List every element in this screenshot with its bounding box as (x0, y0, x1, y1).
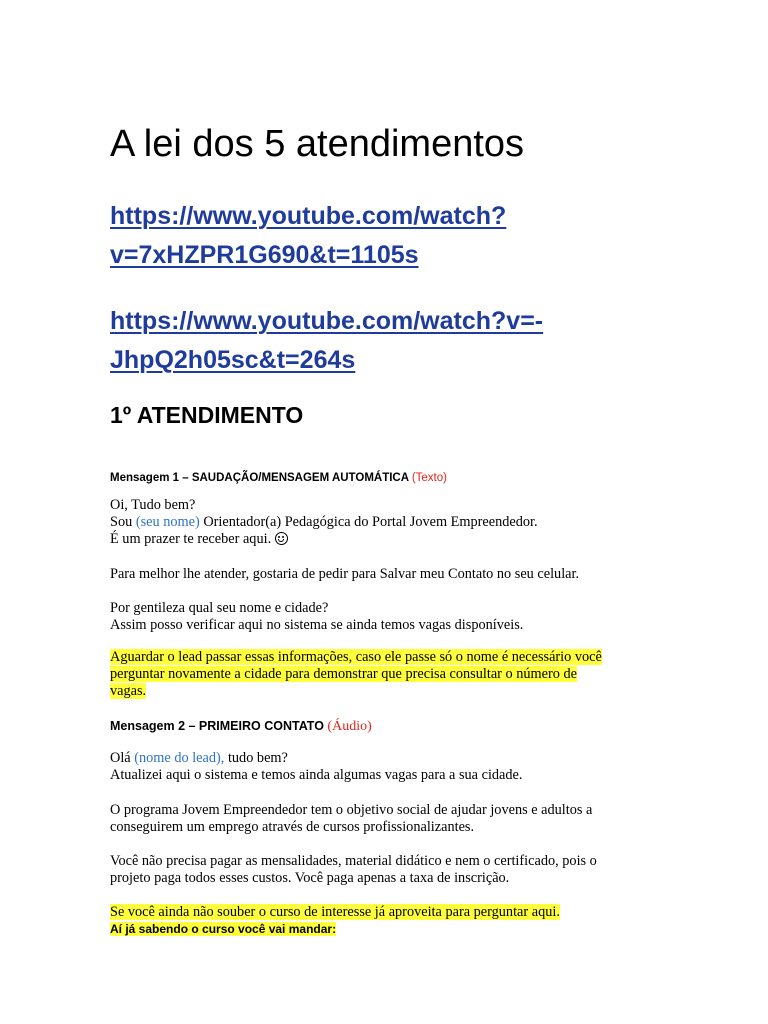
program-line-2: conseguirem um emprego através de cursos profissionalizantes. (110, 819, 475, 835)
intro-prefix: Sou (110, 514, 133, 530)
message-2-title: Mensagem 2 – PRIMEIRO CONTATO (110, 719, 324, 733)
link-1-line-1: https://www.youtube.com/watch? (110, 202, 507, 230)
message-2-heading (110, 717, 372, 736)
ask-name-line: Por gentileza qual seu nome e cidade? (110, 600, 329, 616)
program-line-1: O programa Jovem Empreendedor tem o objetivo social de ajudar jovens e adultos a (110, 802, 593, 818)
pleasure-text: É um prazer te receber aqui. (110, 531, 272, 547)
payment-line-1: Você não precisa pagar as mensalidades, material didático e nem o certificado, pois o (110, 853, 597, 869)
message-1-heading (110, 469, 447, 487)
payment-paragraph (110, 853, 670, 887)
note-line-1: Aguardar o lead passar essas informações, caso ele passe só o nome é necessário você (110, 649, 602, 665)
section-title: 1º ATENDIMENTO (110, 402, 304, 428)
message-1-type: (Texto) (411, 472, 447, 484)
ask-name-paragraph (110, 600, 670, 634)
note-line-3: vagas. (110, 683, 147, 699)
check-system-line: Assim posso verificar aqui no sistema se ainda temos vagas disponíveis. (110, 617, 524, 633)
note-2-line: Se você ainda não souber o curso de interesse já aproveita para perguntar aqui. (110, 904, 560, 920)
seu-nome-placeholder: (seu nome) (135, 514, 200, 530)
save-contact-line: Para melhor lhe atender, gostaria de pedir para Salvar meu Contato no seu celular. (110, 566, 580, 582)
link-1-line-2: v=7xHZPR1G690&t=1105s (110, 241, 419, 269)
message-2-hello-block (110, 750, 670, 784)
link-2-line-2: JhpQ2h05sc&t=264s (110, 346, 356, 374)
updated-line: Atualizei aqui o sistema e temos ainda algumas vagas para a sua cidade. (110, 767, 523, 783)
pleasure-line (110, 531, 670, 548)
link-2-line-1: https://www.youtube.com/watch?v=- (110, 307, 544, 335)
message-1-note (110, 649, 670, 700)
message-1-title: Mensagem 1 – SAUDAÇÃO/MENSAGEM AUTOMÁTICA (110, 472, 409, 484)
document-title: A lei dos 5 atendimentos (110, 123, 525, 165)
youtube-link-2[interactable] (110, 302, 670, 380)
save-contact-paragraph (110, 566, 670, 583)
grinning-face-icon (275, 532, 288, 545)
message-2-note (110, 904, 670, 938)
hello-prefix: Olá (110, 750, 131, 766)
program-paragraph (110, 802, 670, 836)
note-2-bold-line: Aí já sabendo o curso você vai mandar: (110, 922, 337, 936)
message-1-greeting-block (110, 497, 670, 548)
youtube-link-1[interactable] (110, 197, 670, 275)
hello-line (110, 750, 670, 767)
message-2-type: (Áudio) (327, 719, 372, 734)
note-line-2: perguntar novamente a cidade para demonstrar que precisa consultar o número de (110, 666, 577, 682)
intro-suffix: Orientador(a) Pedagógica do Portal Jovem Empreendedor. (203, 514, 538, 530)
hello-suffix: tudo bem? (227, 750, 288, 766)
intro-line (110, 514, 670, 531)
greeting-line: Oi, Tudo bem? (110, 497, 196, 513)
payment-line-2: projeto paga todos esses custos. Você paga apenas a taxa de inscrição. (110, 870, 510, 886)
nome-do-lead-placeholder: (nome do lead), (134, 750, 225, 766)
